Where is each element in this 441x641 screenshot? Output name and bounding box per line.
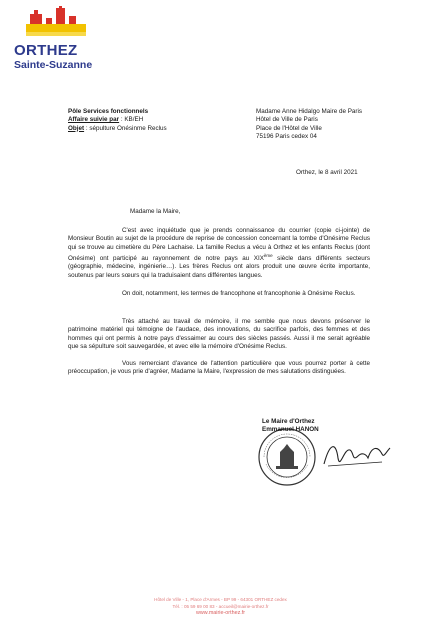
footer-contact: Tél. : 05 59 69 00 83 - accueil@mairie-orthez.fr <box>172 604 269 609</box>
salutation: Madame la Maire, <box>130 208 181 215</box>
logo-subtitle: Sainte-Suzanne <box>14 59 93 71</box>
sender-department: Pôle Services fonctionnels <box>68 108 149 115</box>
paragraph-4: Vous remerciant d'avance de l'attention particulière que vous pourrez porter à cette préoccupation, je vous prie d'agréer, Madame la Maire, l'expression de mes salutations distinguées. <box>68 360 370 376</box>
objet-line <box>68 125 228 133</box>
affaire-value: : KB/EH <box>119 116 144 124</box>
paragraph-2: On doit, notamment, les termes de francophone et francophonie à Onésime Reclus. <box>122 290 356 297</box>
footer <box>0 596 441 617</box>
affaire-label: Affaire suivie par <box>68 116 120 124</box>
footer-address: Hôtel de Ville - 1, Place d'Armes - BP 99 - 64301 ORTHEZ cedex <box>154 597 287 602</box>
handwritten-signature-icon <box>322 436 392 476</box>
orthez-logo <box>10 6 120 78</box>
recipient-line: Place de l'Hôtel de Ville <box>256 124 322 132</box>
century-superscript: ème <box>263 252 273 258</box>
recipient-block <box>256 108 426 141</box>
paragraph-1-part-b: siècle dans différents secteurs (géographie, médecine, ingénierie…). Les frères Reclus ont alors produit une œuvre écrite importante, soutenus par leurs sœurs qui la traduisaient dans différentes langues. <box>68 254 370 279</box>
paragraph-3: Très attaché au travail de mémoire, il me semble que nous devons préserver le patrimoine matériel qui témoigne de l'audace, des innovations, du sacrifice parfois, des femmes et des hommes qui ont permis à notre pays d'essaimer au cours des siècles passés. Aussi il me serait agréable que sa sépulture soit sauvegardée, et avec elle la mémoire d'Onésime Reclus. <box>68 318 370 350</box>
objet-value: : sépulture Onésinme Reclus <box>84 124 167 132</box>
recipient-line: 75196 Paris cedex 04 <box>256 132 317 140</box>
affaire-line <box>68 116 228 124</box>
signatory-name: Emmanuel HANON <box>262 426 319 433</box>
paragraph-1-part-a: C'est avec inquiétude que je prends connaissance du courrier (copie ci-jointe) de Monsieur Boutin au sujet de la procédure de reprise de concession concernant la tombe d'Onésime Reclus qui se trouve au cimetière du Père Lachaise. La famille Reclus a vécu à Orthez et les enfants Reclus (dont Onésime) ont participé au rayonnement de notre pays au XIX <box>68 227 370 262</box>
sender-block <box>68 108 228 133</box>
letter-date: Orthez, le 8 avril 2021 <box>296 169 358 176</box>
signature-block <box>262 418 392 513</box>
recipient-line: Hôtel de Ville de Paris <box>256 116 318 124</box>
paragraph-1 <box>68 227 370 280</box>
objet-label: Objet <box>68 124 85 132</box>
recipient-line: Madame Anne Hidalgo Maire de Paris <box>256 108 363 115</box>
castle-logo-icon <box>26 6 86 40</box>
logo-title: ORTHEZ <box>14 42 78 59</box>
signatory-title: Le Maire d'Orthez <box>262 418 315 425</box>
footer-website-link[interactable]: www.mairie-orthez.fr <box>195 610 246 616</box>
official-stamp-icon <box>256 426 318 488</box>
